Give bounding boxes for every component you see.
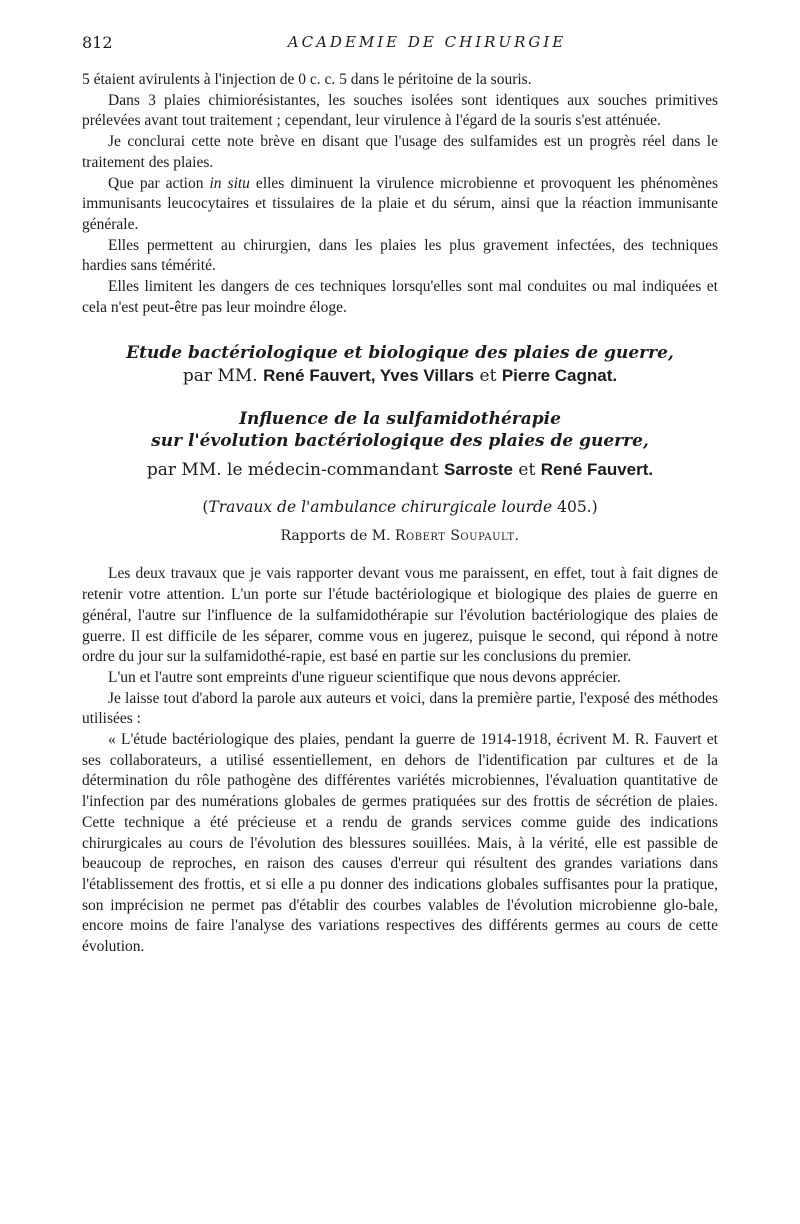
- conjunction: et: [479, 366, 497, 387]
- author-name: Sarroste: [444, 460, 513, 480]
- page-body: [82, 70, 718, 958]
- paragraph: Dans 3 plaies chimiorésistantes, les souches isolées sont identiques aux souches primitives prélevées avant tout traitement ; cependant, leur virulence à l'égard de la souris s'est atténuée.: [82, 91, 718, 130]
- paragraph: Elles limitent les dangers de ces techniques lorsqu'elles sont mal conduites ou mal indiquées et cela n'est peut-être pas leur moindre éloge.: [82, 278, 718, 316]
- reporter-line: [82, 526, 718, 546]
- article1-authors: [82, 364, 718, 388]
- page-header: [82, 33, 712, 57]
- running-title: ACADEMIE DE CHIRURGIE: [287, 33, 567, 51]
- paragraph: Elles permettent au chirurgien, dans les plaies les plus gravement infectées, des techniques hardies sans témérité.: [82, 236, 718, 275]
- par-mm: par MM. le médecin-commandant: [146, 460, 439, 481]
- article2-authors: [82, 458, 718, 482]
- article2-title-line2: sur l'évolution bactériologique des plaies de guerre,: [151, 431, 649, 452]
- conjunction: et: [518, 460, 536, 481]
- italic-term: in situ: [209, 174, 250, 192]
- work-caption: [82, 496, 718, 518]
- paragraph: L'un et l'autre sont empreints d'une rigueur scientifique que nous devons apprécier.: [108, 668, 621, 686]
- paragraph: Les deux travaux que je vais rapporter devant vous me paraissent, en effet, tout à fait dignes de retenir votre attention. L'un porte sur l'étude bactériologique et biologique des plaies de guerre en général, l'autre sur l'influence de la sulfamidothérapie sur l'évolution bactériologique des plaies de guerre. Il est difficile de les séparer, comme vous en jugerez, puisque le second, qui répond à notre ordre du jour sur la sulfamidothé-rapie, est basé en partie sur les conclusions du premier.: [82, 565, 718, 666]
- caption-number: 405.): [557, 498, 598, 517]
- caption-italic: Travaux de l'ambulance chirurgicale lourde: [208, 498, 553, 517]
- paragraph: « L'étude bactériologique des plaies, pendant la guerre de 1914-1918, écrivent M. R. Fauvert et ses collaborateurs, a utilisé essentiellement, en dehors de l'identification par cultures et de la détermination du rôle pathogène des différentes variétés microbiennes, l'évaluation quantitative de l'infection par des numérations globales de germes pratiquées sur des frottis de sécrétion de plaies. Cette technique a été précieuse et a rendu de grands services comme guide des indications chirurgicales au cours de l'évolution des blessures souillées. Mais, à la vérité, elle est passible de beaucoup de reproches, en raison des causes d'erreur qui résultent des grandes variations dans l'établissement des frottis, et si elle a pu donner des indications globales suffisantes pour la pratique, son imprécision ne permet pas d'établir des courbes valables de l'évolution microbienne glo-bale, encore moins de faire l'analyse des variations respectives des différents germes au cours de cette évolution.: [82, 731, 718, 956]
- reporter-label: Rapports de M.: [280, 528, 391, 545]
- author-name: Pierre Cagnat.: [501, 366, 618, 386]
- paragraph: 5 étaient avirulents à l'injection de 0 c. c. 5 dans le péritoine de la souris.: [82, 71, 532, 88]
- paragraph-in-situ: [82, 174, 718, 236]
- caption-prefix: (: [202, 498, 209, 517]
- article2-title-line1: Influence de la sulfamidothérapie: [239, 409, 561, 430]
- text-run: Que par action: [108, 174, 210, 192]
- text-run: elles diminuent la virulence microbienne et provoquent les phénomènes immunisants leucocytaires et tissulaires de la plaie et du sérum, ainsi que la réaction immunisante générale.: [82, 174, 718, 233]
- page-number: 812: [82, 33, 113, 52]
- author-names: René Fauvert, Yves Villars: [263, 366, 475, 386]
- author-name: René Fauvert.: [540, 460, 654, 480]
- par-mm: par MM.: [182, 366, 258, 387]
- paragraph: Je conclurai cette note brève en disant que l'usage des sulfamides est un progrès réel dans le traitement des plaies.: [82, 133, 718, 171]
- reporter-name: Robert Soupault.: [394, 528, 520, 545]
- paragraph: Je laisse tout d'abord la parole aux auteurs et voici, dans la première partie, l'exposé des méthodes utilisées :: [82, 689, 718, 728]
- article1-title: Etude bactériologique et biologique des plaies de guerre,: [126, 343, 674, 364]
